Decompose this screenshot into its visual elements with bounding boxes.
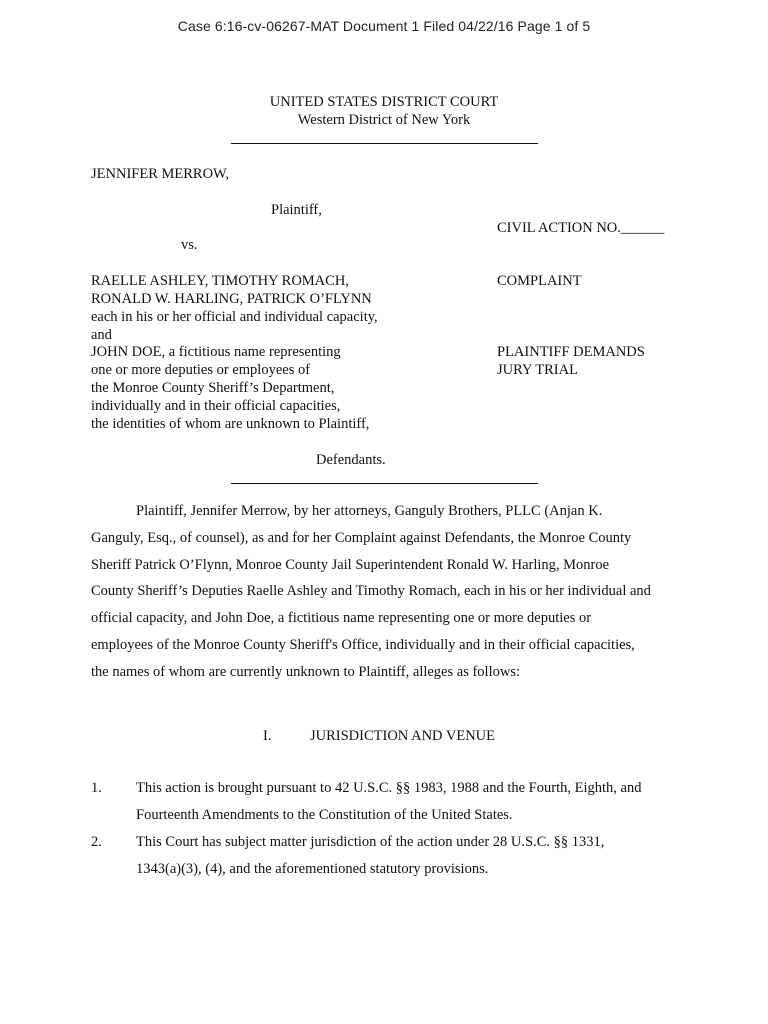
defendant-line: each in his or her official and individual capacity, [91, 309, 378, 325]
intro-line: Sheriff Patrick O’Flynn, Monroe County Jail Superintendent Ronald W. Harling, Monroe [91, 556, 610, 573]
paragraph-line: Fourteenth Amendments to the Constitution of the United States. [136, 806, 513, 823]
defendant-line: the Monroe County Sheriff’s Department, [91, 380, 335, 396]
versus: vs. [181, 237, 198, 253]
court-name: UNITED STATES DISTRICT COURT [269, 94, 499, 110]
paragraph-line: This action is brought pursuant to 42 U.S.C. §§ 1983, 1988 and the Fourth, Eighth, and [136, 780, 642, 796]
plaintiff-label: Plaintiff, [271, 202, 322, 218]
caption-top-rule [231, 143, 538, 144]
paragraph-number: 2. [91, 834, 102, 850]
complaint-label: COMPLAINT [497, 273, 582, 289]
section-title: JURISDICTION AND VENUE [310, 728, 496, 744]
defendant-line: and [91, 327, 112, 343]
numbered-paragraph [136, 775, 641, 829]
paragraph-line: 1343(a)(3), (4), and the aforementioned statutory provisions. [136, 860, 489, 877]
defendant-line: RAELLE ASHLEY, TIMOTHY ROMACH, [91, 273, 349, 289]
intro-line: Ganguly, Esq., of counsel), as and for her Complaint against Defendants, the Monroe County [91, 529, 632, 546]
defendant-line: individually and in their official capacities, [91, 398, 341, 414]
court-district: Western District of New York [297, 112, 471, 128]
jury-demand-line: PLAINTIFF DEMANDS [497, 344, 645, 360]
intro-line: employees of the Monroe County Sheriff's Office, individually and in their official capacities, [91, 636, 635, 653]
intro-line [91, 498, 681, 525]
defendant-line: RONALD W. HARLING, PATRICK O’FLYNN [91, 291, 372, 307]
caption-bottom-rule [231, 483, 538, 484]
defendant-line: JOHN DOE, a fictitious name representing [91, 344, 341, 360]
paragraph-number: 1. [91, 780, 102, 796]
defendant-line: one or more deputies or employees of [91, 362, 311, 378]
defendants-label: Defendants. [316, 452, 386, 468]
intro-line: official capacity, and John Doe, a fictitious name representing one or more deputies or [91, 610, 592, 627]
intro-line: the names of whom are currently unknown to Plaintiff, alleges as follows: [91, 663, 520, 680]
numbered-paragraph [136, 829, 604, 883]
plaintiff-name: JENNIFER MERROW, [91, 166, 230, 182]
paragraph-line: This Court has subject matter jurisdiction of the action under 28 U.S.C. §§ 1331, [136, 834, 605, 850]
filing-header-stamp: Case 6:16-cv-06267-MAT Document 1 Filed 04/22/16 Page 1 of 5 [177, 18, 591, 34]
defendant-line: the identities of whom are unknown to Plaintiff, [91, 416, 370, 432]
intro-line: County Sheriff’s Deputies Raelle Ashley and Timothy Romach, each in his or her individual and [91, 583, 651, 600]
jury-demand-line: JURY TRIAL [497, 362, 578, 378]
civil-action-number: CIVIL ACTION NO.______ [497, 220, 665, 236]
intro-line-text: Plaintiff, Jennifer Merrow, by her attorneys, Ganguly Brothers, PLLC (Anjan K. [136, 503, 603, 519]
section-numeral: I. [263, 728, 272, 744]
intro-paragraph [91, 498, 681, 686]
